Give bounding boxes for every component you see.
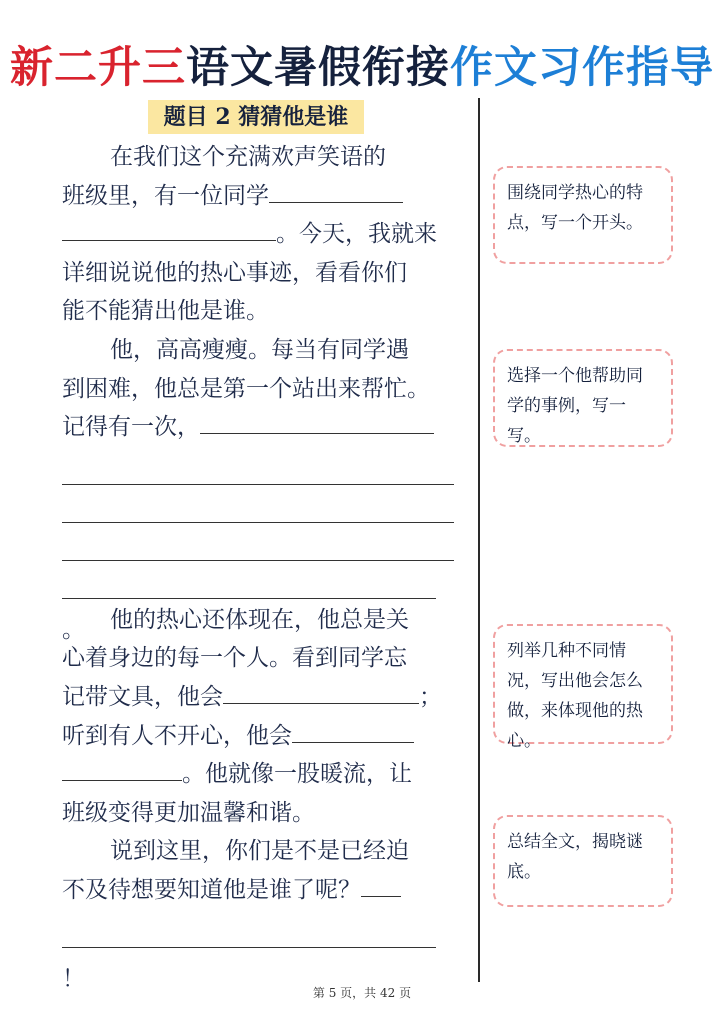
- essay-line: 记带文具，他会 ；: [62, 678, 454, 717]
- essay-line: 班级变得更加温馨和谐。: [62, 799, 315, 826]
- essay-line: 。今天，我就来: [62, 215, 454, 254]
- essay-line: 。: [62, 561, 454, 601]
- fill-blank[interactable]: [200, 409, 434, 434]
- writing-line[interactable]: [62, 485, 454, 523]
- hint-box-conclusion: 总结全文，揭晓谜底。: [493, 815, 673, 907]
- essay-line: 到困难，他总是第一个站出来帮忙。: [62, 375, 430, 402]
- essay-line: 说到这里，你们是不是已经迫: [110, 838, 409, 865]
- essay-line: 不及待想要知道他是谁了呢？: [62, 871, 454, 910]
- column-divider: [478, 98, 480, 982]
- header-grade: 新二升三: [10, 43, 186, 93]
- essay-line: 能不能猜出他是谁。: [62, 298, 269, 325]
- essay-line: 班级里，有一位同学: [62, 177, 454, 216]
- essay-line: 心着身边的每一个人。看到同学忘: [62, 645, 407, 672]
- page-number: 第 5 页，共 42 页: [312, 986, 412, 1000]
- essay-line: 他，高高瘦瘦。每当有同学遇: [110, 336, 409, 363]
- hint-box-situations: 列举几种不同情况，写出他会怎么做，来体现他的热心。: [493, 624, 673, 744]
- header-subject: 语文暑假衔接: [186, 43, 450, 93]
- fill-blank[interactable]: [223, 679, 419, 704]
- fill-blank[interactable]: [292, 718, 414, 743]
- fill-blank[interactable]: [269, 178, 403, 203]
- writing-line[interactable]: [62, 910, 436, 948]
- header-topic: 作文习作指导: [450, 43, 714, 93]
- essay-line: 记得有一次，: [62, 408, 454, 447]
- fill-blank[interactable]: [62, 756, 182, 781]
- writing-line[interactable]: [62, 523, 454, 561]
- essay-line: 详细说说他的热心事迹，看看你们: [62, 259, 407, 286]
- fill-blank[interactable]: [62, 216, 276, 241]
- writing-line[interactable]: [62, 447, 454, 485]
- hint-box-opening: 围绕同学热心的特点，写一个开头。: [493, 166, 673, 264]
- essay-line: 听到有人不开心，他会: [62, 717, 454, 756]
- hint-box-example: 选择一个他帮助同学的事例，写一写。: [493, 349, 673, 447]
- essay-line: 他的热心还体现在，他总是关: [110, 606, 409, 633]
- essay-body: [62, 138, 454, 999]
- fill-blank[interactable]: [361, 872, 401, 897]
- essay-line: 。他就像一股暖流，让: [62, 755, 454, 794]
- essay-title: 题目 2 猜猜他是谁: [148, 100, 364, 134]
- page-header: [0, 38, 724, 98]
- essay-line: ！: [62, 910, 454, 999]
- writing-line[interactable]: [62, 561, 436, 599]
- essay-line: 在我们这个充满欢声笑语的: [110, 144, 386, 170]
